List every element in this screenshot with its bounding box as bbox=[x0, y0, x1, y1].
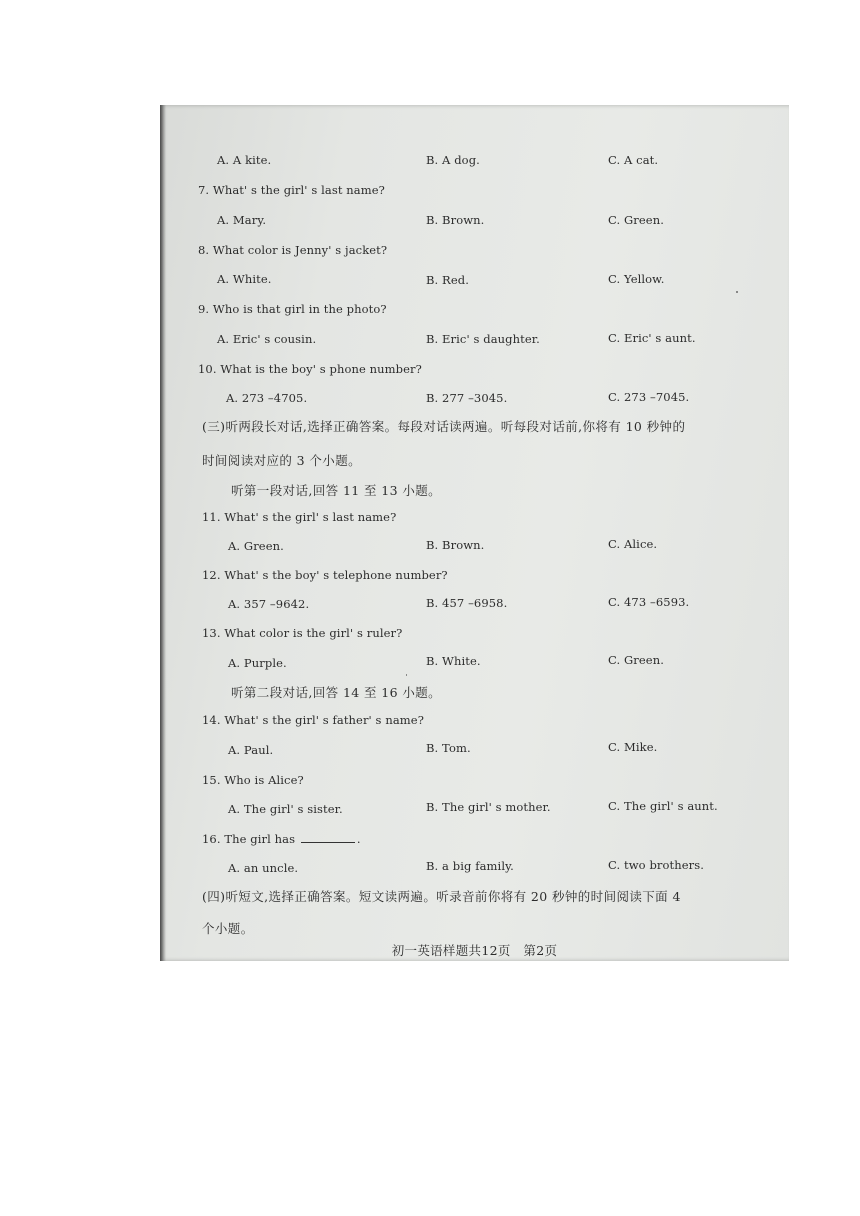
q9-option-a: A. Eric' s cousin. bbox=[217, 332, 317, 346]
q10-option-a: A. 273 –4705. bbox=[226, 391, 308, 405]
q14-option-a: A. Paul. bbox=[228, 743, 274, 757]
q11-option-c: C. Alice. bbox=[608, 537, 658, 551]
q14-option-b: B. Tom. bbox=[426, 741, 471, 755]
question-13: 13. What color is the girl' s ruler? bbox=[202, 626, 403, 640]
q9-option-b: B. Eric' s daughter. bbox=[426, 332, 540, 346]
scan-speck bbox=[406, 674, 407, 676]
question-16-period: . bbox=[356, 832, 361, 846]
q13-option-c: C. Green. bbox=[608, 653, 664, 667]
section-4-instructions-line2: 个小题。 bbox=[202, 921, 254, 936]
q9-option-c: C. Eric' s aunt. bbox=[608, 331, 696, 345]
q16-option-b: B. a big family. bbox=[426, 859, 514, 873]
q12-option-b: B. 457 –6958. bbox=[426, 596, 508, 610]
question-14: 14. What' s the girl' s father' s name? bbox=[202, 713, 424, 727]
question-11: 11. What' s the girl' s last name? bbox=[202, 510, 397, 524]
page-footer: 初一英语样题共12页 第2页 bbox=[391, 943, 558, 958]
section-3-instructions-line1: (三)听两段长对话,选择正确答案。每段对话读两遍。听每段对话前,你将有 10 秒钟的 bbox=[202, 419, 686, 434]
dialog-2-intro: 听第二段对话,回答 14 至 16 小题。 bbox=[231, 685, 442, 700]
section-4-instructions-line1: (四)听短文,选择正确答案。短文读两遍。听录音前你将有 20 秒钟的时间阅读下面 4 bbox=[202, 889, 681, 904]
answer-blank bbox=[301, 842, 355, 843]
question-10: 10. What is the boy' s phone number? bbox=[198, 362, 422, 376]
q16-option-a: A. an uncle. bbox=[228, 861, 299, 875]
section-3-instructions-line2: 时间阅读对应的 3 个小题。 bbox=[202, 453, 362, 468]
q10-option-b: B. 277 –3045. bbox=[426, 391, 508, 405]
q7-option-c: C. Green. bbox=[608, 213, 664, 227]
question-7: 7. What' s the girl' s last name? bbox=[198, 183, 385, 197]
q8-option-a: A. White. bbox=[217, 272, 272, 286]
q8-option-b: B. Red. bbox=[426, 273, 469, 287]
q16-option-c: C. two brothers. bbox=[608, 858, 705, 872]
question-12: 12. What' s the boy' s telephone number? bbox=[202, 568, 448, 582]
q7-option-a: A. Mary. bbox=[217, 213, 267, 227]
q12-option-c: C. 473 –6593. bbox=[608, 595, 690, 609]
q11-option-b: B. Brown. bbox=[426, 538, 485, 552]
q15-option-a: A. The girl' s sister. bbox=[228, 802, 343, 816]
q8-option-c: C. Yellow. bbox=[608, 272, 665, 286]
question-16-text: 16. The girl has bbox=[202, 832, 296, 846]
q7-option-b: B. Brown. bbox=[426, 213, 485, 227]
q11-option-a: A. Green. bbox=[228, 539, 284, 553]
q6-option-a: A. A kite. bbox=[217, 153, 272, 167]
q14-option-c: C. Mike. bbox=[608, 740, 658, 754]
q13-option-a: A. Purple. bbox=[228, 656, 287, 670]
q10-option-c: C. 273 –7045. bbox=[608, 390, 690, 404]
question-9: 9. Who is that girl in the photo? bbox=[198, 302, 387, 316]
scan-speck bbox=[736, 291, 738, 293]
question-16 bbox=[202, 832, 361, 846]
exam-page-photo bbox=[160, 105, 789, 961]
q13-option-b: B. White. bbox=[426, 654, 481, 668]
dialog-1-intro: 听第一段对话,回答 11 至 13 小题。 bbox=[231, 483, 442, 498]
question-8: 8. What color is Jenny' s jacket? bbox=[198, 243, 388, 257]
q6-option-b: B. A dog. bbox=[426, 153, 480, 167]
q15-option-c: C. The girl' s aunt. bbox=[608, 799, 718, 813]
q12-option-a: A. 357 –9642. bbox=[228, 597, 310, 611]
q6-option-c: C. A cat. bbox=[608, 153, 659, 167]
q15-option-b: B. The girl' s mother. bbox=[426, 800, 551, 814]
question-15: 15. Who is Alice? bbox=[202, 773, 304, 787]
